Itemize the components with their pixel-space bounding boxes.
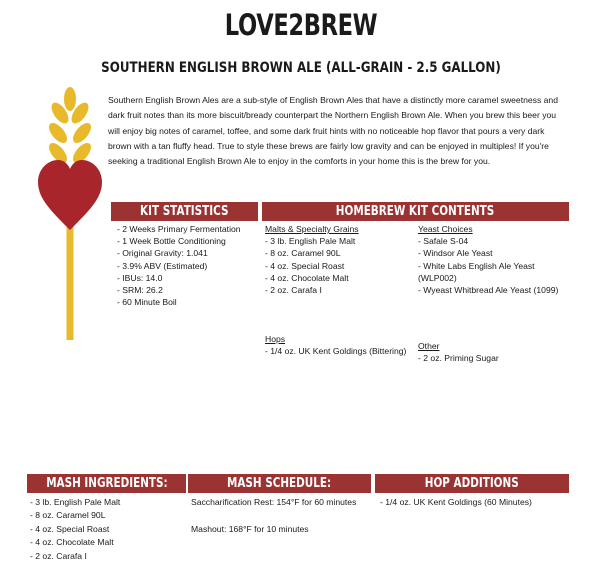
mash-ingredients-heading: MASH INGREDIENTS: [27, 474, 186, 493]
list-item: - 4 oz. Special Roast [265, 260, 345, 271]
list-item: - 2 oz. Carafa I [30, 550, 87, 561]
list-item: - 2 oz. Priming Sugar [418, 353, 499, 364]
list-item: - 8 oz. Caramel 90L [265, 248, 341, 259]
list-item: - 1 Week Bottle Conditioning [117, 236, 226, 247]
list-item: - 1/4 oz. UK Kent Goldings (60 Minutes) [380, 497, 532, 507]
malts-title: Malts & Specialty Grains [265, 224, 359, 234]
list-item: - Windsor Ale Yeast [418, 248, 493, 259]
wheat-heart-logo [38, 80, 102, 342]
list-item: - White Labs English Ale Yeast (WLP002) [418, 260, 535, 283]
mash-ingredients-list [30, 496, 180, 563]
list-item: - 4 oz. Chocolate Malt [30, 537, 114, 548]
hops-title: Hops [265, 334, 286, 344]
yeast-section [418, 223, 568, 296]
yeast-title: Yeast Choices [418, 224, 473, 234]
saccharification-rest: Saccharification Rest: 154°F for 60 minutes [191, 497, 357, 507]
mash-schedule-heading: MASH SCHEDULE: [188, 474, 371, 493]
list-item: - 3 lb. English Pale Malt [265, 236, 356, 247]
kit-statistics-list [117, 223, 255, 308]
other-title: Other [418, 341, 440, 351]
hops-section [265, 333, 415, 357]
recipe-subtitle: SOUTHERN ENGLISH BROWN ALE (ALL-GRAIN - 2.5 GALLON) [101, 60, 501, 76]
list-item: - 3 lb. English Pale Malt [30, 497, 121, 507]
hop-additions-list [380, 496, 570, 508]
mash-schedule-list [191, 496, 366, 536]
list-item: - 4 oz. Chocolate Malt [265, 272, 349, 283]
list-item: - 60 Minute Boil [117, 297, 177, 308]
list-item: - 4 oz. Special Roast [30, 523, 110, 534]
list-item: - Wyeast Whitbread Ale Yeast (1099) [418, 285, 559, 296]
list-item: - 2 oz. Carafa I [265, 285, 322, 296]
list-item: - 8 oz. Caramel 90L [30, 510, 106, 521]
brand-title: LOVE2BREW [224, 8, 378, 42]
heart-icon [38, 160, 102, 230]
kit-contents-heading: HOMEBREW KIT CONTENTS [262, 202, 569, 221]
list-item: - Safale S-04 [418, 236, 469, 247]
mashout: Mashout: 168°F for 10 minutes [191, 523, 309, 534]
hop-additions-heading: HOP ADDITIONS [375, 474, 569, 493]
intro-paragraph: Southern English Brown Ales are a sub-style of English Brown Ales that have a distinctly more caramel sweetness and dark fruit notes than its more biscuit/bready counterpart the Northern English Brown Ale. When you brew this beer you will enjoy big notes of caramel, toffee, and some dark fruit hints with no noticeable hop flavor that pours a very dark brown with a tan fluffy head. True to style these brews are fairly low gravity and can be enjoyed in multiples! If you're seeking a traditional English Brown Ale to enjoy in the comforts in your home this is the brew for you. [108, 95, 558, 167]
list-item: - Original Gravity: 1.041 [117, 248, 208, 259]
other-section [418, 340, 568, 364]
list-item: - SRM: 26.2 [117, 285, 163, 296]
list-item: - 1/4 oz. UK Kent Goldings (Bittering) [265, 346, 407, 357]
list-item: - 3.9% ABV (Estimated) [117, 260, 208, 271]
kit-statistics-heading: KIT STATISTICS [111, 202, 258, 221]
list-item: - IBUs: 14.0 [117, 272, 163, 283]
list-item: - 2 Weeks Primary Fermentation [117, 224, 241, 234]
malts-section [265, 223, 415, 296]
